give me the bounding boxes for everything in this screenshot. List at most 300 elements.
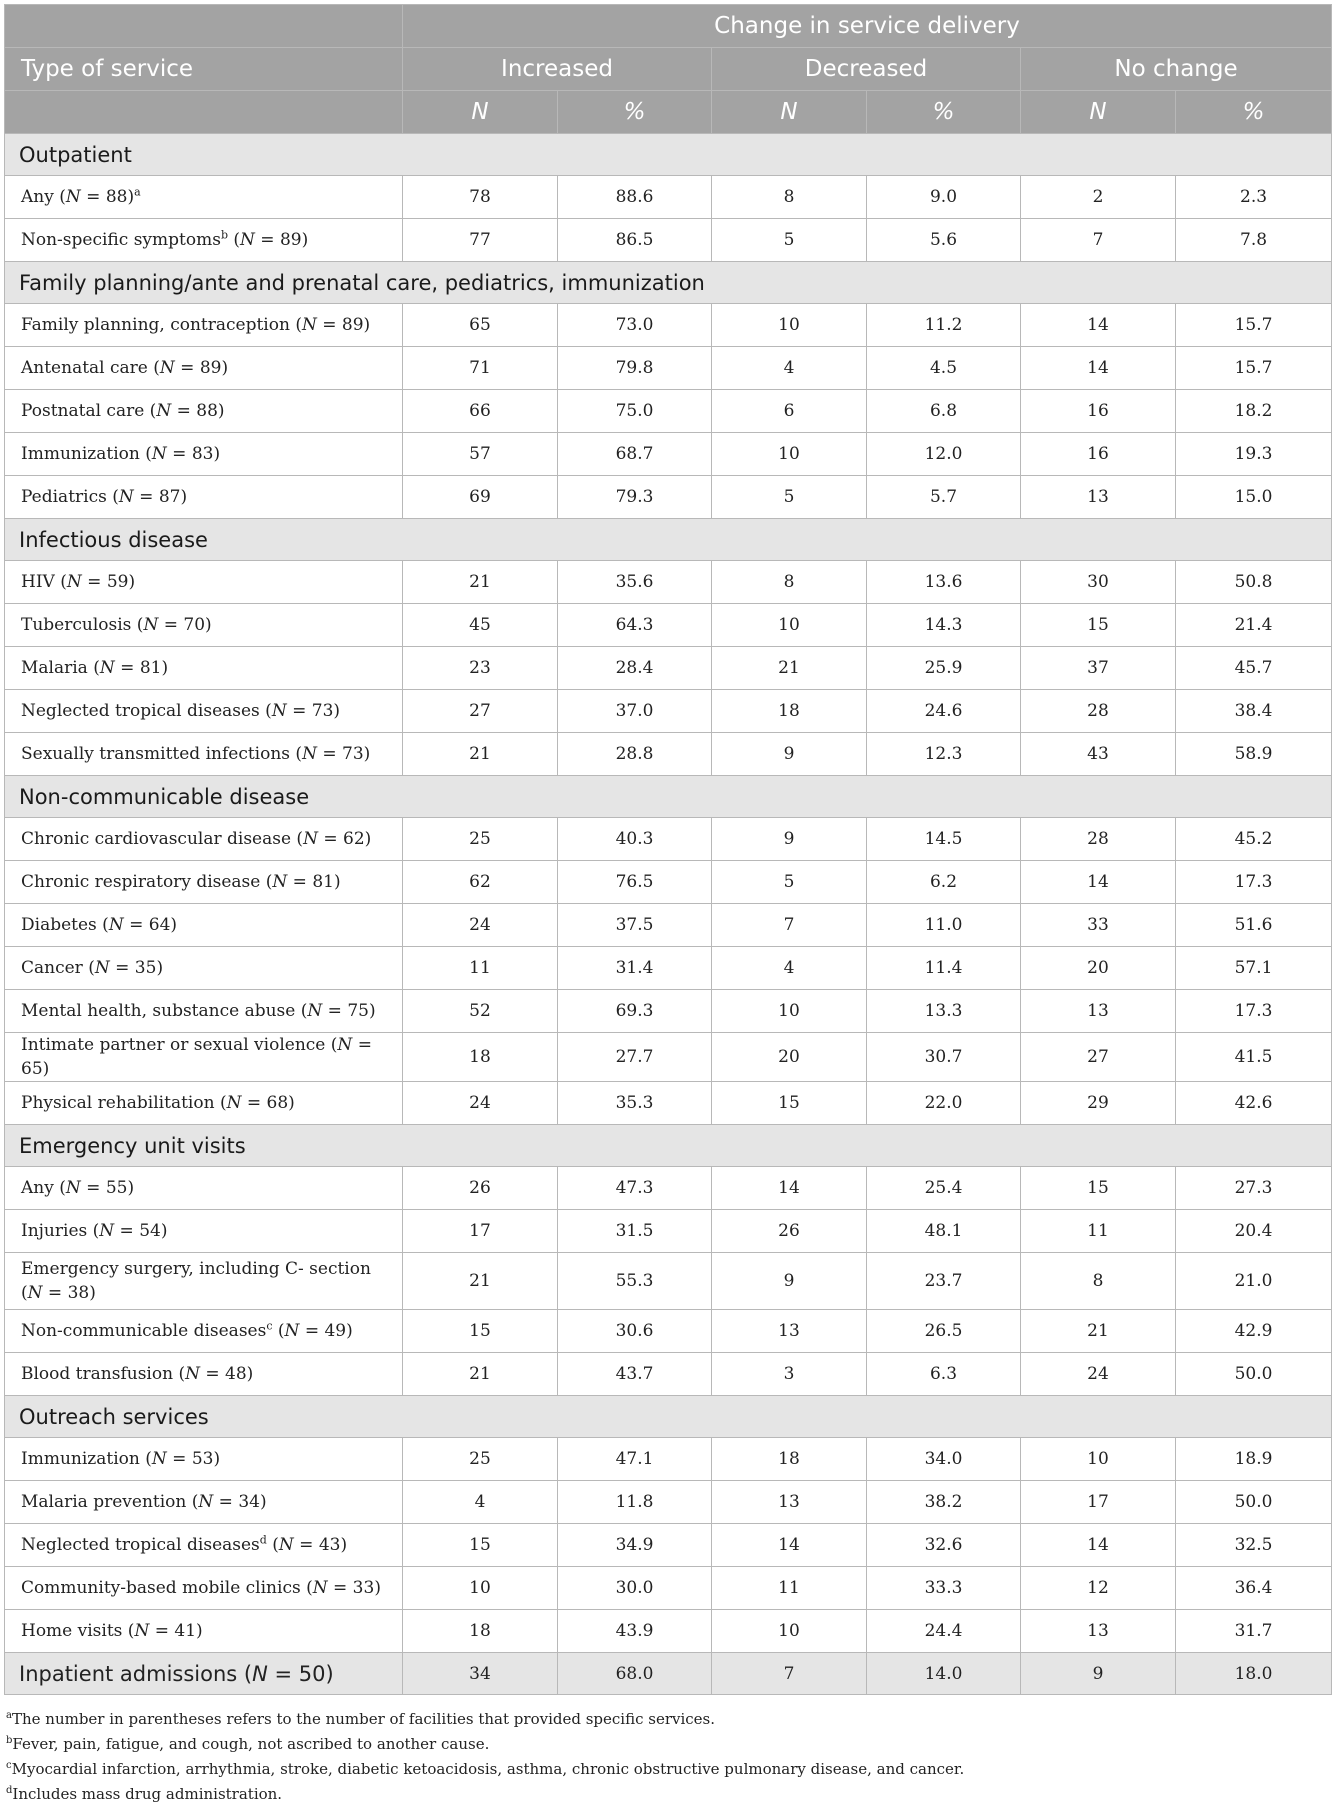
n-symbol: N xyxy=(65,1178,81,1198)
n-symbol: N xyxy=(151,444,167,464)
service-label: Emergency surgery, including C- section (N = 38) xyxy=(5,1253,403,1310)
increased-n-cell: 52 xyxy=(403,990,558,1033)
no-change-pct-cell: 2.3 xyxy=(1176,176,1332,219)
service-label: Sexually transmitted infections (N = 73) xyxy=(5,733,403,776)
decreased-pct-cell: 14.0 xyxy=(867,1653,1021,1695)
decreased-n-cell: 5 xyxy=(712,476,867,519)
decreased-n-cell: 10 xyxy=(712,604,867,647)
table-row xyxy=(5,1353,1332,1396)
decreased-pct-cell: 22.0 xyxy=(867,1082,1021,1125)
decreased-header: Decreased xyxy=(712,48,1021,91)
n-symbol: N xyxy=(134,1621,150,1641)
increased-pct-cell: 68.0 xyxy=(558,1653,712,1695)
increased-n-cell: 66 xyxy=(403,390,558,433)
decreased-n-cell: 14 xyxy=(712,1167,867,1210)
service-label: Pediatrics (N = 87) xyxy=(5,476,403,519)
service-label: Physical rehabilitation (N = 68) xyxy=(5,1082,403,1125)
increased-pct-cell: 28.8 xyxy=(558,733,712,776)
service-name: Blood transfusion xyxy=(21,1364,174,1384)
decreased-pct-cell: 9.0 xyxy=(867,176,1021,219)
service-label: Immunization (N = 53) xyxy=(5,1438,403,1481)
decreased-n-cell: 10 xyxy=(712,1610,867,1653)
footnote-mark: b xyxy=(220,228,228,242)
n-symbol: N xyxy=(271,701,287,721)
service-label: Malaria (N = 81) xyxy=(5,647,403,690)
facility-count: 50 xyxy=(298,1661,326,1686)
no-change-pct-cell: 41.5 xyxy=(1176,1033,1332,1082)
decreased-n-cell: 18 xyxy=(712,690,867,733)
decreased-pct-cell: 11.4 xyxy=(867,947,1021,990)
n-symbol: N xyxy=(337,1035,353,1055)
service-label: Any (N = 55) xyxy=(5,1167,403,1210)
facility-count: 73 xyxy=(342,744,364,764)
service-label: Tuberculosis (N = 70) xyxy=(5,604,403,647)
increased-pct-cell: 69.3 xyxy=(558,990,712,1033)
header-blank-cell xyxy=(5,5,403,48)
no-change-pct-cell: 19.3 xyxy=(1176,433,1332,476)
decreased-pct-cell: 14.3 xyxy=(867,604,1021,647)
n-symbol: N xyxy=(312,1578,328,1598)
decreased-n-cell: 26 xyxy=(712,1210,867,1253)
service-name: Diabetes xyxy=(21,915,97,935)
decreased-n-cell: 15 xyxy=(712,1082,867,1125)
decreased-pct-cell: 34.0 xyxy=(867,1438,1021,1481)
service-name: Intimate partner or sexual violence xyxy=(21,1035,326,1055)
no-change-pct-cell: 27.3 xyxy=(1176,1167,1332,1210)
no-change-pct-header: % xyxy=(1176,91,1332,134)
service-name: Chronic cardiovascular disease xyxy=(21,829,292,849)
no-change-pct-cell: 50.8 xyxy=(1176,561,1332,604)
decreased-n-cell: 10 xyxy=(712,433,867,476)
increased-pct-cell: 11.8 xyxy=(558,1481,712,1524)
increased-n-cell: 71 xyxy=(403,347,558,390)
decreased-pct-cell: 12.3 xyxy=(867,733,1021,776)
no-change-pct-cell: 42.9 xyxy=(1176,1310,1332,1353)
decreased-pct-cell: 24.6 xyxy=(867,690,1021,733)
increased-pct-cell: 47.1 xyxy=(558,1438,712,1481)
service-label: Injuries (N = 54) xyxy=(5,1210,403,1253)
increased-pct-cell: 30.0 xyxy=(558,1567,712,1610)
n-symbol: N xyxy=(118,487,134,507)
table-row xyxy=(5,390,1332,433)
no-change-n-cell: 24 xyxy=(1021,1353,1176,1396)
increased-n-cell: 26 xyxy=(403,1167,558,1210)
no-change-n-cell: 43 xyxy=(1021,733,1176,776)
section-header-row xyxy=(5,134,1332,176)
service-name: Home visits xyxy=(21,1621,123,1641)
service-name: Injuries xyxy=(21,1221,88,1241)
section-title: Emergency unit visits xyxy=(5,1125,1332,1167)
facility-count: 73 xyxy=(311,701,334,721)
increased-n-cell: 24 xyxy=(403,904,558,947)
table-row xyxy=(5,476,1332,519)
facility-count: 43 xyxy=(318,1535,341,1555)
increased-n-cell: 34 xyxy=(403,1653,558,1695)
increased-pct-cell: 28.4 xyxy=(558,647,712,690)
header-row-2 xyxy=(5,48,1332,91)
increased-pct-cell: 75.0 xyxy=(558,390,712,433)
decreased-n-cell: 10 xyxy=(712,304,867,347)
decreased-n-cell: 8 xyxy=(712,561,867,604)
no-change-n-cell: 28 xyxy=(1021,690,1176,733)
no-change-n-cell: 14 xyxy=(1021,861,1176,904)
increased-n-cell: 17 xyxy=(403,1210,558,1253)
table-row xyxy=(5,1567,1332,1610)
table-row xyxy=(5,1253,1332,1310)
service-name: Antenatal care xyxy=(21,358,148,378)
no-change-n-cell: 20 xyxy=(1021,947,1176,990)
decreased-pct-cell: 5.7 xyxy=(867,476,1021,519)
n-symbol: N xyxy=(307,1001,323,1021)
increased-n-cell: 15 xyxy=(403,1310,558,1353)
decreased-n-cell: 4 xyxy=(712,347,867,390)
table-row xyxy=(5,690,1332,733)
increased-pct-cell: 79.8 xyxy=(558,347,712,390)
no-change-pct-cell: 38.4 xyxy=(1176,690,1332,733)
decreased-pct-cell: 24.4 xyxy=(867,1610,1021,1653)
service-name: Non-communicable diseases xyxy=(21,1321,267,1341)
no-change-n-cell: 13 xyxy=(1021,990,1176,1033)
table-row xyxy=(5,1481,1332,1524)
service-name: Pediatrics xyxy=(21,487,107,507)
footnote-text: Myocardial infarction, arrhythmia, stroke, diabetic ketoacidosis, asthma, chronic obstructive pulmonary disease, and cancer. xyxy=(11,1760,965,1778)
facility-count: 89 xyxy=(199,358,222,378)
increased-pct-cell: 79.3 xyxy=(558,476,712,519)
no-change-pct-cell: 21.4 xyxy=(1176,604,1332,647)
no-change-pct-cell: 45.2 xyxy=(1176,818,1332,861)
n-symbol: N xyxy=(151,1449,167,1469)
n-symbol: N xyxy=(99,658,115,678)
increased-pct-cell: 88.6 xyxy=(558,176,712,219)
increased-pct-cell: 31.5 xyxy=(558,1210,712,1253)
decreased-n-cell: 9 xyxy=(712,1253,867,1310)
increased-pct-cell: 86.5 xyxy=(558,219,712,262)
decreased-pct-cell: 13.6 xyxy=(867,561,1021,604)
no-change-n-cell: 8 xyxy=(1021,1253,1176,1310)
table-row xyxy=(5,947,1332,990)
decreased-pct-cell: 38.2 xyxy=(867,1481,1021,1524)
decreased-n-cell: 18 xyxy=(712,1438,867,1481)
decreased-n-cell: 4 xyxy=(712,947,867,990)
decreased-pct-cell: 12.0 xyxy=(867,433,1021,476)
n-symbol: N xyxy=(272,872,288,892)
n-symbol: N xyxy=(278,1535,294,1555)
service-name: Inpatient admissions xyxy=(19,1661,238,1686)
facility-count: 34 xyxy=(238,1492,260,1512)
service-label: Postnatal care (N = 88) xyxy=(5,390,403,433)
no-change-n-cell: 2 xyxy=(1021,176,1176,219)
facility-count: 88 xyxy=(105,187,128,207)
service-label: Chronic cardiovascular disease (N = 62) xyxy=(5,818,403,861)
facility-count: 65 xyxy=(21,1059,43,1079)
n-symbol: N xyxy=(240,230,255,250)
n-symbol: N xyxy=(99,1221,115,1241)
n-symbol: N xyxy=(143,615,159,635)
decreased-n-cell: 8 xyxy=(712,176,867,219)
increased-n-cell: 25 xyxy=(403,818,558,861)
no-change-pct-cell: 18.2 xyxy=(1176,390,1332,433)
table-body xyxy=(5,134,1332,1695)
decreased-n-cell: 20 xyxy=(712,1033,867,1082)
increased-pct-cell: 68.7 xyxy=(558,433,712,476)
table-row xyxy=(5,176,1332,219)
increased-n-cell: 18 xyxy=(403,1033,558,1082)
footnote-mark: a xyxy=(134,185,141,199)
service-name: Neglected tropical diseases xyxy=(21,701,260,721)
facility-count: 68 xyxy=(266,1093,289,1113)
section-title: Outpatient xyxy=(5,134,1332,176)
n-symbol: N xyxy=(159,358,175,378)
service-label: Chronic respiratory disease (N = 81) xyxy=(5,861,403,904)
increased-pct-cell: 37.0 xyxy=(558,690,712,733)
service-label: Non-specific symptoms$^b$ (N = 89) xyxy=(5,219,403,262)
no-change-pct-cell: 17.3 xyxy=(1176,861,1332,904)
table-row xyxy=(5,1210,1332,1253)
section-header-row xyxy=(5,262,1332,304)
table-wrapper xyxy=(4,4,1331,1807)
no-change-pct-cell: 57.1 xyxy=(1176,947,1332,990)
decreased-pct-cell: 33.3 xyxy=(867,1567,1021,1610)
no-change-n-cell: 14 xyxy=(1021,304,1176,347)
facility-count: 33 xyxy=(352,1578,375,1598)
decreased-pct-cell: 14.5 xyxy=(867,818,1021,861)
service-label: Diabetes (N = 64) xyxy=(5,904,403,947)
increased-n-cell: 15 xyxy=(403,1524,558,1567)
facility-count: 89 xyxy=(279,230,302,250)
decreased-pct-cell: 11.2 xyxy=(867,304,1021,347)
inpatient-row xyxy=(5,1653,1332,1695)
increased-n-cell: 21 xyxy=(403,733,558,776)
section-title: Non-communicable disease xyxy=(5,776,1332,818)
footnote xyxy=(4,1732,1331,1757)
section-title: Family planning/ante and prenatal care, pediatrics, immunization xyxy=(5,262,1332,304)
increased-n-cell: 62 xyxy=(403,861,558,904)
no-change-pct-cell: 17.3 xyxy=(1176,990,1332,1033)
decreased-n-cell: 7 xyxy=(712,904,867,947)
increased-pct-cell: 35.3 xyxy=(558,1082,712,1125)
table-row xyxy=(5,604,1332,647)
decreased-pct-cell: 13.3 xyxy=(867,990,1021,1033)
table-row xyxy=(5,1033,1332,1082)
decreased-n-cell: 9 xyxy=(712,818,867,861)
decreased-n-cell: 10 xyxy=(712,990,867,1033)
decreased-pct-cell: 30.7 xyxy=(867,1033,1021,1082)
increased-n-cell: 4 xyxy=(403,1481,558,1524)
increased-n-cell: 25 xyxy=(403,1438,558,1481)
service-label: Inpatient admissions (N = 50) xyxy=(5,1653,403,1695)
decreased-n-cell: 13 xyxy=(712,1310,867,1353)
increased-header: Increased xyxy=(403,48,712,91)
increased-n-cell: 45 xyxy=(403,604,558,647)
no-change-pct-cell: 31.7 xyxy=(1176,1610,1332,1653)
service-name: Immunization xyxy=(21,444,140,464)
section-title: Infectious disease xyxy=(5,519,1332,561)
no-change-pct-cell: 15.7 xyxy=(1176,347,1332,390)
table-row xyxy=(5,733,1332,776)
facility-count: 83 xyxy=(191,444,214,464)
header-row-1 xyxy=(5,5,1332,48)
section-header-row xyxy=(5,1396,1332,1438)
service-label: Neglected tropical diseases (N = 73) xyxy=(5,690,403,733)
decreased-pct-cell: 48.1 xyxy=(867,1210,1021,1253)
footnotes xyxy=(4,1707,1331,1807)
increased-n-cell: 77 xyxy=(403,219,558,262)
increased-pct-cell: 35.6 xyxy=(558,561,712,604)
table-row xyxy=(5,1438,1332,1481)
no-change-n-header: N xyxy=(1021,91,1176,134)
n-symbol: N xyxy=(66,572,82,592)
n-symbol: N xyxy=(156,401,172,421)
decreased-n-cell: 21 xyxy=(712,647,867,690)
table-row xyxy=(5,1082,1332,1125)
decreased-pct-cell: 23.7 xyxy=(867,1253,1021,1310)
service-name: Any xyxy=(21,1178,54,1198)
decreased-pct-cell: 4.5 xyxy=(867,347,1021,390)
increased-n-cell: 69 xyxy=(403,476,558,519)
no-change-n-cell: 33 xyxy=(1021,904,1176,947)
no-change-n-cell: 17 xyxy=(1021,1481,1176,1524)
facility-count: 59 xyxy=(106,572,129,592)
no-change-n-cell: 13 xyxy=(1021,476,1176,519)
decreased-pct-cell: 25.4 xyxy=(867,1167,1021,1210)
no-change-pct-cell: 45.7 xyxy=(1176,647,1332,690)
service-label: Immunization (N = 83) xyxy=(5,433,403,476)
facility-count: 54 xyxy=(139,1221,161,1241)
table-row xyxy=(5,990,1332,1033)
n-symbol: N xyxy=(65,187,81,207)
change-title: Change in service delivery xyxy=(403,5,1332,48)
increased-n-cell: 65 xyxy=(403,304,558,347)
decreased-pct-cell: 26.5 xyxy=(867,1310,1021,1353)
footnote-mark: c xyxy=(6,1760,12,1771)
header-row-3 xyxy=(5,91,1332,134)
no-change-n-cell: 28 xyxy=(1021,818,1176,861)
service-name: Sexually transmitted infections xyxy=(21,744,291,764)
no-change-n-cell: 30 xyxy=(1021,561,1176,604)
facility-count: 64 xyxy=(148,915,171,935)
footnote-mark: c xyxy=(266,1319,273,1333)
table-row xyxy=(5,561,1332,604)
increased-n-header: N xyxy=(403,91,558,134)
increased-pct-header: % xyxy=(558,91,712,134)
increased-n-cell: 11 xyxy=(403,947,558,990)
increased-pct-cell: 47.3 xyxy=(558,1167,712,1210)
no-change-pct-cell: 58.9 xyxy=(1176,733,1332,776)
service-name: Community-based mobile clinics xyxy=(21,1578,301,1598)
no-change-pct-cell: 20.4 xyxy=(1176,1210,1332,1253)
section-header-row xyxy=(5,776,1332,818)
no-change-pct-cell: 7.8 xyxy=(1176,219,1332,262)
service-label: Malaria prevention (N = 34) xyxy=(5,1481,403,1524)
decreased-n-cell: 14 xyxy=(712,1524,867,1567)
service-name: Family planning, contraception xyxy=(21,315,290,335)
facility-count: 62 xyxy=(343,829,365,849)
footnote-text: Fever, pain, fatigue, and cough, not ascribed to another cause. xyxy=(12,1735,490,1753)
decreased-pct-cell: 6.3 xyxy=(867,1353,1021,1396)
increased-pct-cell: 76.5 xyxy=(558,861,712,904)
facility-count: 75 xyxy=(347,1001,369,1021)
no-change-n-cell: 15 xyxy=(1021,1167,1176,1210)
service-name: Tuberculosis xyxy=(21,615,132,635)
no-change-n-cell: 9 xyxy=(1021,1653,1176,1695)
footnote xyxy=(4,1757,1331,1782)
n-symbol: N xyxy=(303,829,318,849)
section-title: Outreach services xyxy=(5,1396,1332,1438)
n-symbol: N xyxy=(185,1364,200,1384)
decreased-pct-cell: 32.6 xyxy=(867,1524,1021,1567)
no-change-n-cell: 21 xyxy=(1021,1310,1176,1353)
no-change-pct-cell: 42.6 xyxy=(1176,1082,1332,1125)
increased-pct-cell: 31.4 xyxy=(558,947,712,990)
service-label: Cancer (N = 35) xyxy=(5,947,403,990)
n-symbol: N xyxy=(302,744,317,764)
service-name: Chronic respiratory disease xyxy=(21,872,261,892)
service-name: Emergency surgery, including C- section xyxy=(21,1259,371,1279)
table-row xyxy=(5,219,1332,262)
increased-n-cell: 24 xyxy=(403,1082,558,1125)
decreased-n-cell: 13 xyxy=(712,1481,867,1524)
increased-pct-cell: 64.3 xyxy=(558,604,712,647)
increased-pct-cell: 73.0 xyxy=(558,304,712,347)
no-change-pct-cell: 32.5 xyxy=(1176,1524,1332,1567)
decreased-n-cell: 5 xyxy=(712,861,867,904)
no-change-pct-cell: 36.4 xyxy=(1176,1567,1332,1610)
footnote xyxy=(4,1782,1331,1807)
n-symbol: N xyxy=(94,958,110,978)
facility-count: 88 xyxy=(196,401,218,421)
decreased-n-cell: 3 xyxy=(712,1353,867,1396)
service-name: Mental health, substance abuse xyxy=(21,1001,296,1021)
increased-pct-cell: 30.6 xyxy=(558,1310,712,1353)
n-symbol: N xyxy=(226,1093,242,1113)
decreased-n-cell: 7 xyxy=(712,1653,867,1695)
service-label: Blood transfusion (N = 48) xyxy=(5,1353,403,1396)
no-change-n-cell: 10 xyxy=(1021,1438,1176,1481)
service-label: Home visits (N = 41) xyxy=(5,1610,403,1653)
n-symbol: N xyxy=(198,1492,214,1512)
type-of-service-header: Type of service xyxy=(5,48,403,91)
table-row xyxy=(5,904,1332,947)
n-symbol: N xyxy=(108,915,124,935)
decreased-n-header: N xyxy=(712,91,867,134)
increased-pct-cell: 37.5 xyxy=(558,904,712,947)
table-row xyxy=(5,861,1332,904)
n-symbol: N xyxy=(252,1661,268,1686)
no-change-pct-cell: 15.0 xyxy=(1176,476,1332,519)
no-change-pct-cell: 15.7 xyxy=(1176,304,1332,347)
service-name: Malaria xyxy=(21,658,88,678)
table-row xyxy=(5,433,1332,476)
no-change-n-cell: 14 xyxy=(1021,347,1176,390)
footnote-text: Includes mass drug administration. xyxy=(12,1785,283,1803)
service-label: HIV (N = 59) xyxy=(5,561,403,604)
n-symbol: N xyxy=(301,315,317,335)
increased-n-cell: 18 xyxy=(403,1610,558,1653)
facility-count: 53 xyxy=(191,1449,214,1469)
section-header-row xyxy=(5,519,1332,561)
service-label: Antenatal care (N = 89) xyxy=(5,347,403,390)
section-header-row xyxy=(5,1125,1332,1167)
no-change-n-cell: 29 xyxy=(1021,1082,1176,1125)
no-change-n-cell: 15 xyxy=(1021,604,1176,647)
no-change-pct-cell: 51.6 xyxy=(1176,904,1332,947)
service-label: Community-based mobile clinics (N = 33) xyxy=(5,1567,403,1610)
decreased-pct-header: % xyxy=(867,91,1021,134)
increased-n-cell: 27 xyxy=(403,690,558,733)
footnote xyxy=(4,1707,1331,1732)
increased-pct-cell: 43.7 xyxy=(558,1353,712,1396)
service-label: Non-communicable diseases$^c$ (N = 49) xyxy=(5,1310,403,1353)
